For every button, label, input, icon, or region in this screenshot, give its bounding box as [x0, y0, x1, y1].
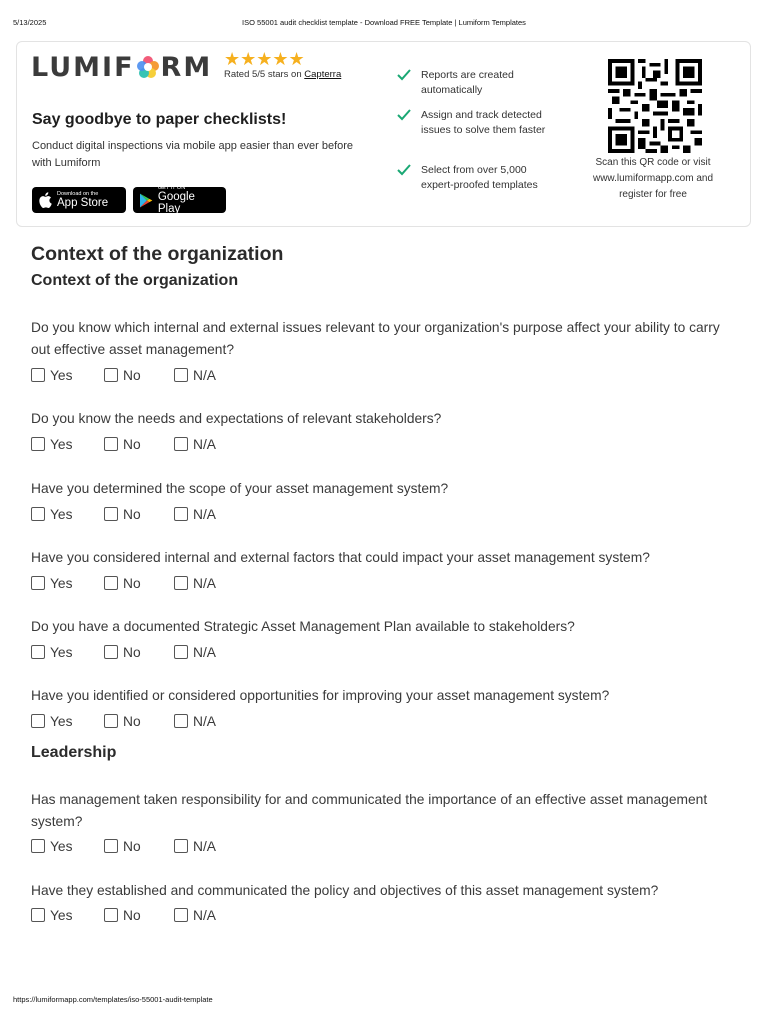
no-checkbox[interactable]	[104, 366, 141, 384]
feature-item	[397, 108, 557, 138]
no-checkbox[interactable]	[104, 574, 141, 592]
no-label: No	[123, 713, 141, 729]
feature-item	[397, 68, 557, 98]
na-checkbox[interactable]	[174, 643, 216, 661]
logo-text-left: LUMIF	[31, 51, 135, 83]
checkbox-box[interactable]	[104, 576, 118, 590]
checkbox-box[interactable]	[104, 507, 118, 521]
checkbox-box[interactable]	[104, 437, 118, 451]
rating-prefix: Rated 5/5 stars on	[224, 69, 305, 80]
yes-checkbox[interactable]	[31, 366, 73, 384]
yes-label: Yes	[50, 436, 73, 452]
checkbox-box[interactable]	[174, 839, 188, 853]
check-icon	[397, 109, 411, 121]
google-play-icon	[139, 193, 153, 208]
apple-icon	[38, 192, 52, 208]
capterra-link[interactable]: Capterra	[304, 69, 342, 80]
no-label: No	[123, 506, 141, 522]
rating-text	[224, 69, 341, 80]
no-label: No	[123, 907, 141, 923]
checkbox-box[interactable]	[31, 714, 45, 728]
no-checkbox[interactable]	[104, 906, 141, 924]
question-text: Do you have a documented Strategic Asset Management Plan available to stakeholders?	[31, 619, 575, 634]
question-text: Have you determined the scope of your asset management system?	[31, 481, 449, 496]
yes-label: Yes	[50, 575, 73, 591]
yes-checkbox[interactable]	[31, 435, 73, 453]
google-play-button[interactable]	[133, 187, 226, 213]
feature-text: Select from over 5,000 expert-proofed templates	[421, 164, 538, 191]
question-text: Has management taken responsibility for and communicated the importance of an effective asset management system?	[31, 792, 708, 829]
checkbox-box[interactable]	[104, 839, 118, 853]
feature-text: Reports are created automatically	[421, 69, 514, 96]
yes-label: Yes	[50, 506, 73, 522]
yes-label: Yes	[50, 367, 73, 383]
flower-logo-icon	[136, 55, 160, 79]
no-label: No	[123, 436, 141, 452]
feature-item	[397, 163, 557, 193]
lumiform-logo[interactable]	[31, 52, 212, 82]
question-text: Have you considered internal and external factors that could impact your asset management system?	[31, 550, 650, 565]
check-icon	[397, 69, 411, 81]
app-store-big: App Store	[57, 197, 109, 209]
checkbox-box[interactable]	[174, 507, 188, 521]
qr-code-icon[interactable]	[605, 59, 705, 153]
checkbox-box[interactable]	[174, 437, 188, 451]
na-label: N/A	[193, 907, 216, 923]
checkbox-box[interactable]	[31, 908, 45, 922]
yes-label: Yes	[50, 644, 73, 660]
no-checkbox[interactable]	[104, 505, 141, 523]
na-label: N/A	[193, 367, 216, 383]
checkbox-box[interactable]	[31, 507, 45, 521]
group-title: Context of the organization	[31, 272, 239, 289]
logo-text-right: RM	[160, 51, 213, 83]
app-store-small: Download on the	[57, 191, 99, 197]
checkbox-box[interactable]	[174, 368, 188, 382]
checkbox-box[interactable]	[174, 645, 188, 659]
question-text: Do you know the needs and expectations of relevant stakeholders?	[31, 411, 442, 426]
no-checkbox[interactable]	[104, 435, 141, 453]
print-date: 5/13/2025	[13, 18, 47, 27]
question-text: Have you identified or considered opportunities for improving your asset management system?	[31, 688, 610, 703]
na-label: N/A	[193, 644, 216, 660]
checkbox-box[interactable]	[31, 368, 45, 382]
yes-label: Yes	[50, 713, 73, 729]
na-label: N/A	[193, 506, 216, 522]
yes-label: Yes	[50, 838, 73, 854]
checkbox-box[interactable]	[104, 714, 118, 728]
na-checkbox[interactable]	[174, 712, 216, 730]
checkbox-box[interactable]	[174, 714, 188, 728]
na-label: N/A	[193, 436, 216, 452]
no-checkbox[interactable]	[104, 712, 141, 730]
no-checkbox[interactable]	[104, 837, 141, 855]
na-checkbox[interactable]	[174, 574, 216, 592]
no-checkbox[interactable]	[104, 643, 141, 661]
checkbox-box[interactable]	[31, 576, 45, 590]
yes-checkbox[interactable]	[31, 837, 73, 855]
google-play-small: GET IT ON	[157, 185, 186, 191]
checkbox-box[interactable]	[31, 645, 45, 659]
question-text: Have they established and communicated the policy and objectives of this asset management system?	[31, 883, 659, 898]
na-label: N/A	[193, 575, 216, 591]
na-checkbox[interactable]	[174, 906, 216, 924]
yes-checkbox[interactable]	[31, 643, 73, 661]
checkbox-box[interactable]	[31, 437, 45, 451]
checkbox-box[interactable]	[104, 645, 118, 659]
na-label: N/A	[193, 838, 216, 854]
rating-stars: ★★★★★	[224, 49, 305, 69]
checkbox-box[interactable]	[174, 908, 188, 922]
group-title: Leadership	[31, 744, 117, 761]
feature-text: Assign and track detected issues to solve them faster	[421, 109, 546, 136]
na-checkbox[interactable]	[174, 505, 216, 523]
checkbox-box[interactable]	[174, 576, 188, 590]
yes-checkbox[interactable]	[31, 906, 73, 924]
no-label: No	[123, 367, 141, 383]
na-label: N/A	[193, 713, 216, 729]
yes-label: Yes	[50, 907, 73, 923]
no-label: No	[123, 838, 141, 854]
banner-subline: Conduct digital inspections via mobile app easier than ever before with Lumiform	[32, 140, 354, 169]
yes-checkbox[interactable]	[31, 574, 73, 592]
checkbox-box[interactable]	[104, 908, 118, 922]
no-label: No	[123, 644, 141, 660]
no-label: No	[123, 575, 141, 591]
checkbox-box[interactable]	[104, 368, 118, 382]
yes-checkbox[interactable]	[31, 505, 73, 523]
qr-caption: Scan this QR code or visit www.lumiformapp.com and register for free	[592, 157, 714, 200]
promo-banner	[16, 41, 751, 227]
na-checkbox[interactable]	[174, 435, 216, 453]
yes-checkbox[interactable]	[31, 712, 73, 730]
print-title: ISO 55001 audit checklist template - Download FREE Template | Lumiform Templates	[242, 18, 526, 27]
section-title: Context of the organization	[31, 243, 284, 265]
question-text: Do you know which internal and external issues relevant to your organization's purpose affect your ability to carry out effective asset management?	[31, 320, 720, 357]
google-play-big: Google Play	[157, 191, 195, 215]
banner-headline: Say goodbye to paper checklists!	[32, 111, 287, 128]
checkbox-box[interactable]	[31, 839, 45, 853]
na-checkbox[interactable]	[174, 837, 216, 855]
na-checkbox[interactable]	[174, 366, 216, 384]
app-store-button[interactable]	[32, 187, 126, 213]
print-url: https://lumiformapp.com/templates/iso-55001-audit-template	[13, 995, 213, 1004]
check-icon	[397, 164, 411, 176]
